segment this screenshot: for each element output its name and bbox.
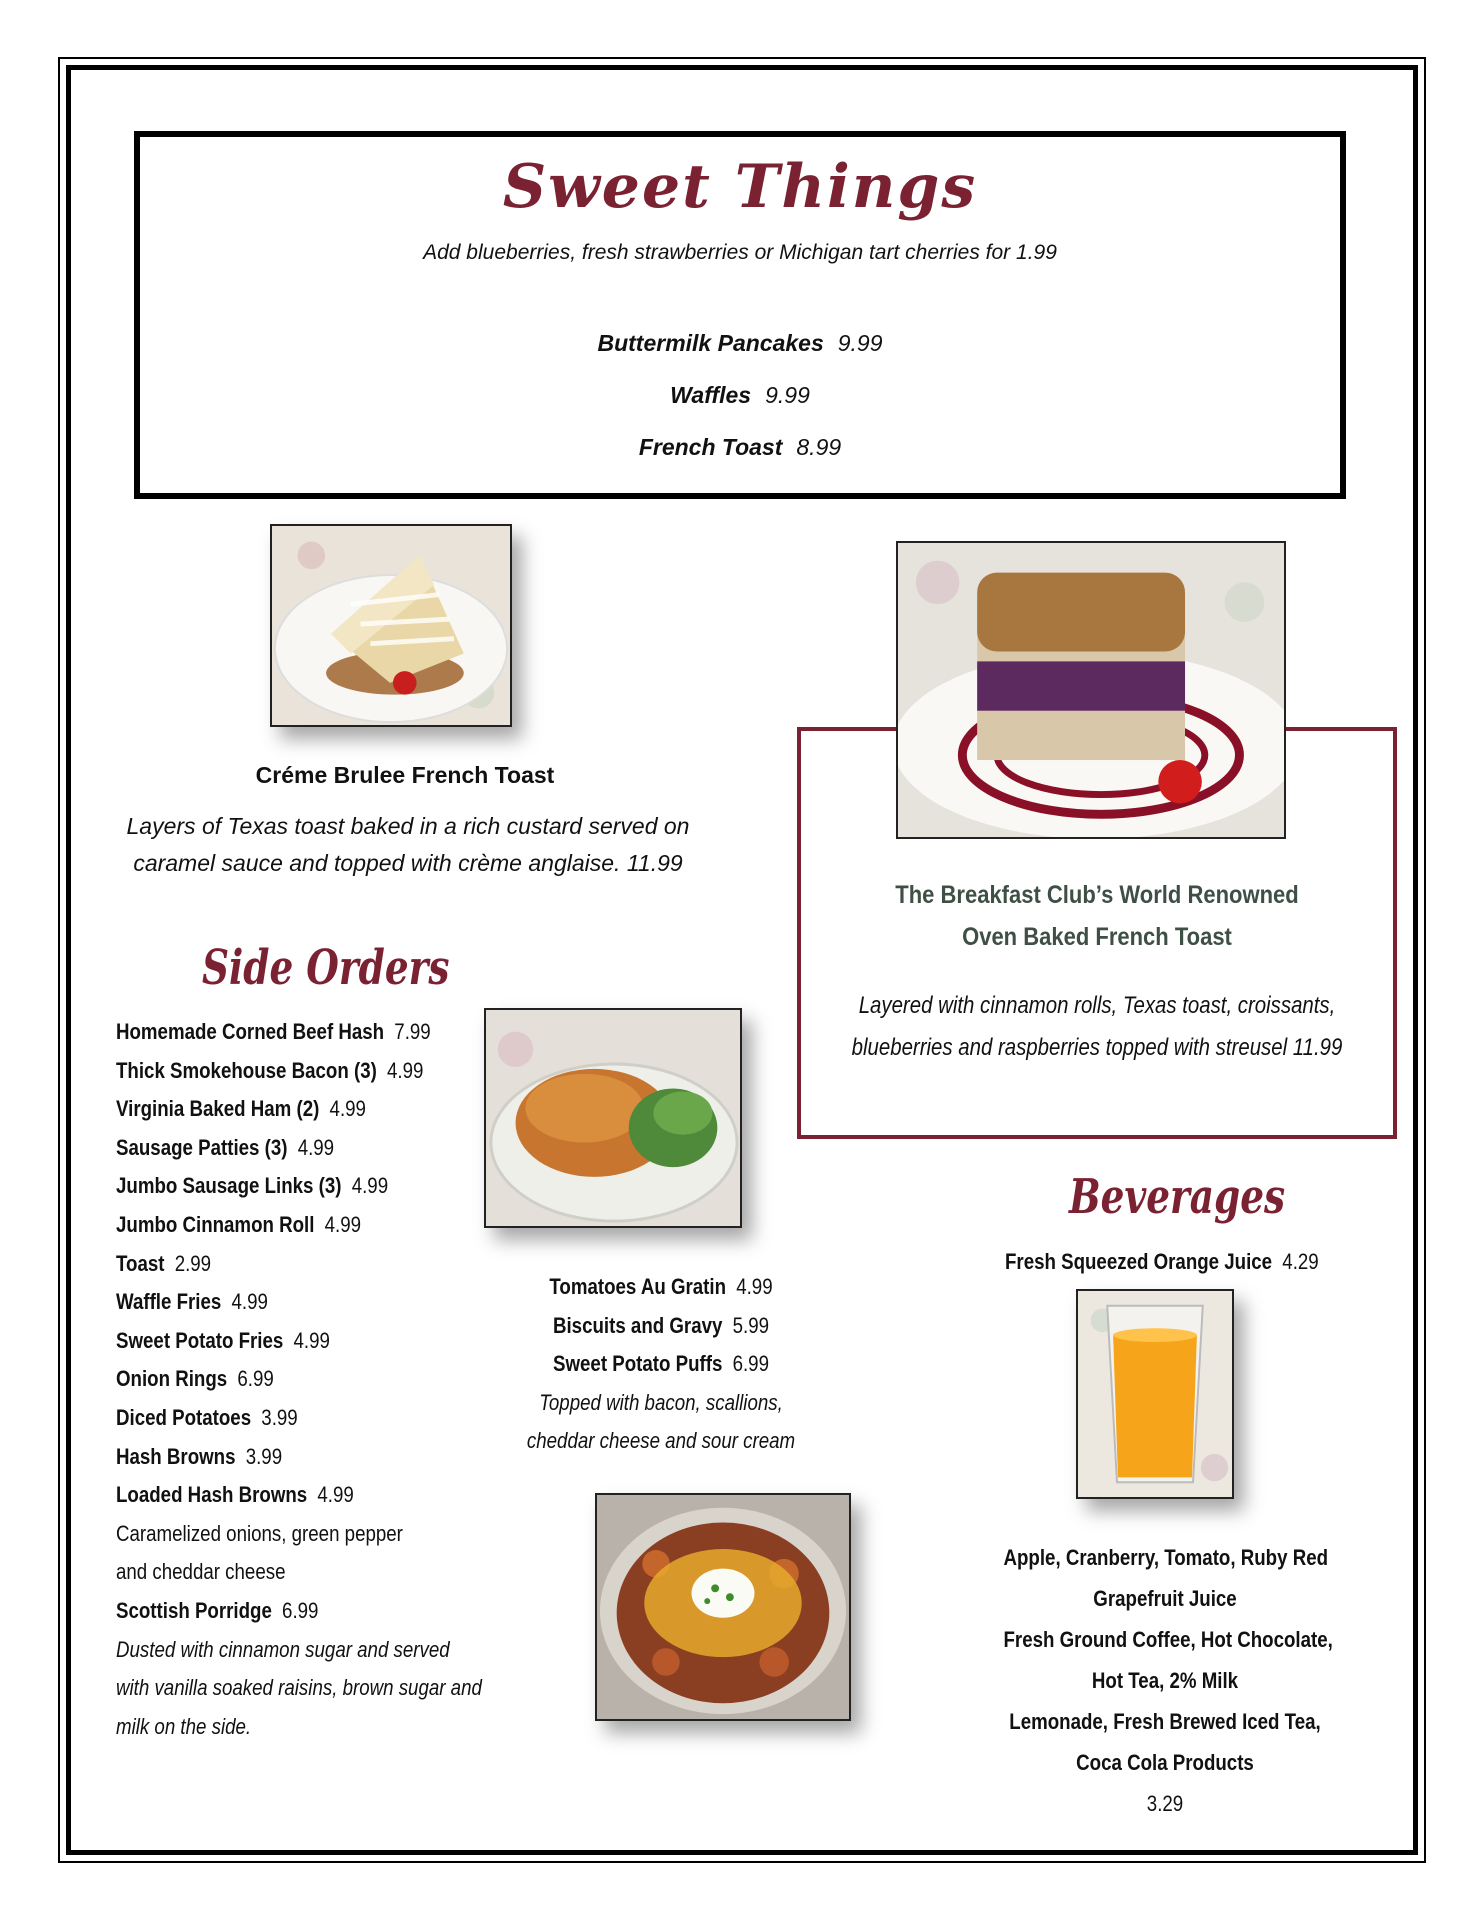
sweet-things-box xyxy=(134,131,1346,499)
middle-items-list xyxy=(490,1268,832,1461)
sweet-item: French Toast 8.99 xyxy=(638,434,842,460)
feature-description: Layered with cinnamon rolls, Texas toast, croissants, blueberries and raspberries topped with streusel 11.99 xyxy=(851,992,1343,1061)
list-item: Fresh Ground Coffee, Hot Chocolate, xyxy=(1003,1627,1333,1652)
beverages-title: Beverages xyxy=(1069,1169,1286,1225)
item-note: cheddar cheese and sour cream xyxy=(526,1428,796,1454)
tomatoes-au-gratin-photo xyxy=(484,1008,742,1228)
list-item: Sweet Potato Puffs 6.99 xyxy=(553,1351,769,1377)
list-item: Toast 2.99 xyxy=(116,1250,212,1276)
list-item: Onion Rings 6.99 xyxy=(116,1366,274,1392)
list-item: Jumbo Sausage Links (3) 4.99 xyxy=(116,1173,389,1199)
creme-brulee-photo xyxy=(270,524,512,727)
side-orders-list xyxy=(116,1013,536,1746)
list-item: Sweet Potato Fries 4.99 xyxy=(116,1327,330,1353)
orange-juice-item: Fresh Squeezed Orange Juice 4.29 xyxy=(1005,1249,1319,1274)
list-item: Scottish Porridge 6.99 xyxy=(116,1597,319,1623)
list-item: Waffle Fries 4.99 xyxy=(116,1289,268,1315)
sweet-things-subtitle: Add blueberries, fresh strawberries or Michigan tart cherries for 1.99 xyxy=(423,241,1057,264)
list-item: Coca Cola Products xyxy=(1076,1750,1254,1775)
item-note: with vanilla soaked raisins, brown sugar and xyxy=(116,1675,482,1701)
feature-title: The Breakfast Club’s World Renowned Oven Baked French Toast xyxy=(895,881,1299,951)
creme-brulee-title: Créme Brulee French Toast xyxy=(255,762,555,788)
item-note: Caramelized onions, green pepper xyxy=(116,1520,403,1546)
list-item: Tomatoes Au Gratin 4.99 xyxy=(549,1274,773,1299)
list-item: Apple, Cranberry, Tomato, Ruby Red xyxy=(1003,1545,1329,1570)
french-toast-photo xyxy=(896,541,1286,839)
list-item: Thick Smokehouse Bacon (3) 4.99 xyxy=(116,1057,424,1083)
item-note: milk on the side. xyxy=(116,1713,252,1739)
list-item: Hot Tea, 2% Milk xyxy=(1091,1668,1239,1693)
list-item: Virginia Baked Ham (2) 4.99 xyxy=(116,1096,366,1122)
sweet-item: Buttermilk Pancakes 9.99 xyxy=(597,330,883,356)
item-note: Dusted with cinnamon sugar and served xyxy=(116,1636,450,1662)
beverages-price: 3.29 xyxy=(1146,1791,1184,1816)
sweet-item: Waffles 9.99 xyxy=(670,382,810,408)
list-item: Hash Browns 3.99 xyxy=(116,1443,283,1469)
creme-brulee-description: Layers of Texas toast baked in a rich custard served on caramel sauce and topped with crème anglaise. 11.99 xyxy=(126,813,690,876)
list-item: Loaded Hash Browns 4.99 xyxy=(116,1482,354,1508)
beverages-list xyxy=(975,1537,1355,1824)
orange-juice-photo xyxy=(1076,1289,1234,1499)
sweet-potato-puffs-photo xyxy=(595,1493,851,1721)
list-item: Grapefruit Juice xyxy=(1093,1586,1237,1611)
item-note: Topped with bacon, scallions, xyxy=(539,1389,783,1415)
list-item: Homemade Corned Beef Hash 7.99 xyxy=(116,1019,431,1044)
list-item: Diced Potatoes 3.99 xyxy=(116,1404,298,1430)
side-orders-title: Side Orders xyxy=(202,940,450,996)
list-item: Lemonade, Fresh Brewed Iced Tea, xyxy=(1009,1709,1321,1734)
list-item: Biscuits and Gravy 5.99 xyxy=(552,1312,770,1338)
list-item: Sausage Patties (3) 4.99 xyxy=(116,1134,335,1160)
item-note: and cheddar cheese xyxy=(116,1559,286,1585)
sweet-things-title: Sweet Things xyxy=(502,152,978,222)
list-item: Jumbo Cinnamon Roll 4.99 xyxy=(116,1211,362,1237)
